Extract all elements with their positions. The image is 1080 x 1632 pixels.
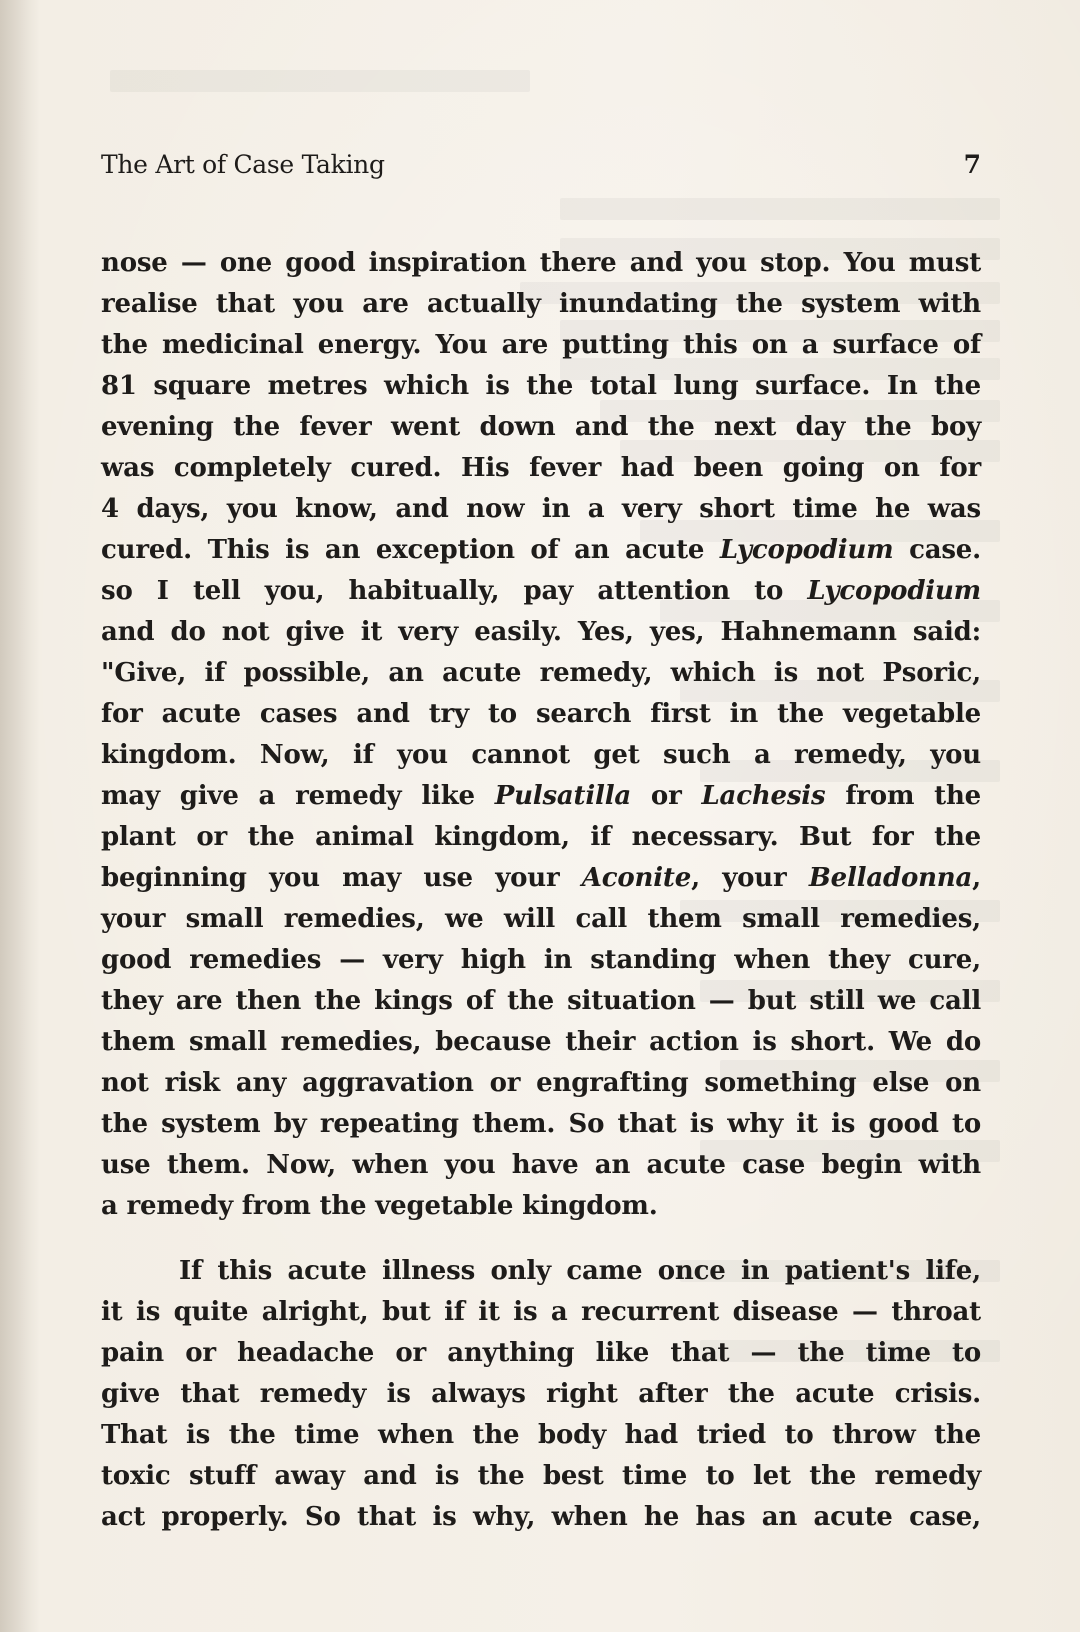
text-segment: they are then the kings of the situation — but still we call: [101, 986, 981, 1016]
text-line: [101, 694, 981, 735]
italic-remedy-name: Lachesis: [701, 781, 826, 811]
text-line: [101, 1333, 981, 1374]
text-line: [101, 1456, 981, 1497]
text-segment: or: [631, 781, 702, 811]
text-segment: and do not give it very easily. Yes, yes, Hahnemann said:: [101, 617, 981, 647]
text-line: [101, 1186, 981, 1227]
text-segment: 4 days, you know, and now in a very short time he was: [101, 494, 981, 524]
text-segment: not risk any aggravation or engrafting something else on: [101, 1068, 981, 1098]
text-segment: ,: [972, 863, 981, 893]
text-line: [101, 653, 981, 694]
text-segment: That is the time when the body had tried to throw the: [101, 1420, 981, 1450]
text-line: [101, 1145, 981, 1186]
text-line: [101, 243, 981, 284]
text-segment: "Give, if possible, an acute remedy, which is not Psoric,: [101, 658, 981, 688]
text-line: [101, 1251, 981, 1292]
text-line: [101, 1497, 981, 1538]
italic-remedy-name: Belladonna: [808, 863, 973, 893]
text-line: [101, 981, 981, 1022]
text-line: [101, 776, 981, 817]
text-line: [101, 489, 981, 530]
text-line: [101, 325, 981, 366]
text-line: [101, 407, 981, 448]
text-line: [101, 1022, 981, 1063]
text-line: [101, 612, 981, 653]
text-segment: act properly. So that is why, when he has an acute case,: [101, 1502, 981, 1532]
paragraph-gap: [101, 1227, 981, 1251]
text-segment: use them. Now, when you have an acute case begin with: [101, 1150, 981, 1180]
italic-remedy-name: Aconite: [581, 863, 692, 893]
text-segment: from the: [825, 781, 981, 811]
text-line: [101, 735, 981, 776]
text-line: [101, 1104, 981, 1145]
text-segment: realise that you are actually inundating the system with: [101, 289, 981, 319]
text-segment: pain or headache or anything like that — the time to: [101, 1338, 981, 1368]
text-segment: cured. This is an exception of an acute: [101, 535, 720, 565]
body-text: [101, 243, 981, 1538]
text-segment: them small remedies, because their action is short. We do: [101, 1027, 981, 1057]
text-line: [101, 284, 981, 325]
text-line: [101, 448, 981, 489]
paragraph: [101, 1251, 981, 1538]
text-segment: was completely cured. His fever had been going on for: [101, 453, 981, 483]
text-line: [101, 858, 981, 899]
text-line: [101, 1292, 981, 1333]
paragraph: [101, 243, 981, 1227]
italic-remedy-name: Lycopodium: [807, 576, 981, 606]
text-line: [101, 1415, 981, 1456]
text-segment: 81 square metres which is the total lung surface. In the: [101, 371, 981, 401]
text-line: [101, 1063, 981, 1104]
text-line: [101, 530, 981, 571]
text-segment: the medicinal energy. You are putting this on a surface of: [101, 330, 981, 360]
text-segment: so I tell you, habitually, pay attention to: [101, 576, 808, 606]
text-segment: may give a remedy like: [101, 781, 495, 811]
text-segment: , your: [691, 863, 809, 893]
text-line: [101, 940, 981, 981]
text-segment: give that remedy is always right after the acute crisis.: [101, 1379, 981, 1409]
running-head: [101, 150, 981, 184]
text-segment: the system by repeating them. So that is why it is good to: [101, 1109, 981, 1139]
text-segment: plant or the animal kingdom, if necessary. But for the: [101, 822, 981, 852]
text-segment: If this acute illness only came once in patient's life,: [179, 1256, 981, 1286]
text-line: [101, 366, 981, 407]
text-line: [101, 817, 981, 858]
gutter-shadow: [0, 0, 40, 1632]
text-segment: beginning you may use your: [101, 863, 582, 893]
text-segment: good remedies — very high in standing when they cure,: [101, 945, 981, 975]
text-segment: nose — one good inspiration there and you stop. You must: [101, 248, 981, 278]
text-line: [101, 571, 981, 612]
text-segment: your small remedies, we will call them small remedies,: [101, 904, 981, 934]
text-segment: case.: [893, 535, 982, 565]
text-segment: toxic stuff away and is the best time to let the remedy: [101, 1461, 981, 1491]
text-segment: it is quite alright, but if it is a recurrent disease — throat: [101, 1297, 981, 1327]
text-line: [101, 1374, 981, 1415]
text-segment: for acute cases and try to search first in the vegetable: [101, 699, 981, 729]
text-segment: kingdom. Now, if you cannot get such a remedy, you: [101, 740, 981, 770]
running-title: The Art of Case Taking: [101, 150, 385, 179]
text-segment: a remedy from the vegetable kingdom.: [101, 1191, 658, 1221]
page-number: 7: [963, 150, 981, 179]
italic-remedy-name: Pulsatilla: [494, 781, 632, 811]
text-line: [101, 899, 981, 940]
text-segment: evening the fever went down and the next day the boy: [101, 412, 981, 442]
italic-remedy-name: Lycopodium: [719, 535, 894, 565]
